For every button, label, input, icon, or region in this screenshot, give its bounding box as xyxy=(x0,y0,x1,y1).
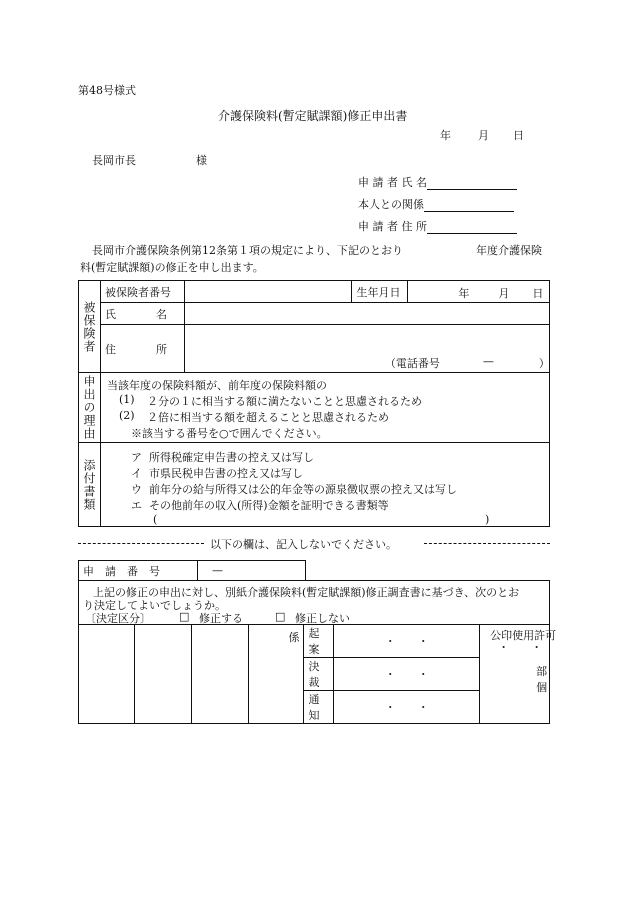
modify-label: 修正する xyxy=(199,612,243,625)
attach-paren-open: ( xyxy=(152,513,158,526)
approval-box-1[interactable] xyxy=(79,625,135,724)
kian-label: 起案 xyxy=(304,625,334,658)
divider-left xyxy=(78,543,204,544)
attach-key-b: イ xyxy=(130,467,142,480)
address-label-b: 所 xyxy=(155,342,167,356)
tsuchi-date[interactable]: ・ ・ xyxy=(334,691,480,724)
insured-address-field[interactable] xyxy=(184,325,549,373)
reason-item1-no[interactable]: (1) xyxy=(118,393,135,406)
decision-category-label: 〔決定区分〕 xyxy=(85,612,151,625)
applicant-relation-label: 本人との関係 xyxy=(358,198,424,211)
decision-table xyxy=(78,580,557,724)
date-day: 日 xyxy=(513,129,524,142)
insured-header: 被保険者 xyxy=(79,281,101,373)
intro-line1a: 長岡市介護保険条例第12条第１項の規定により、下記のとおり xyxy=(92,244,403,257)
intro-line1b: 年度介護保険 xyxy=(476,244,542,257)
attach-text-b: 市県民税申告書の控え又は写し xyxy=(148,467,303,480)
applicant-address-label: 申 請 者 住 所 xyxy=(358,220,427,233)
modify-checkbox[interactable]: □ xyxy=(179,610,190,623)
reason-item2: ２倍に相当する額を超えることと思慮されるため xyxy=(146,411,389,424)
attach-paren-close: ) xyxy=(484,513,490,526)
attach-key-d: エ xyxy=(130,499,142,512)
name-label-b: 名 xyxy=(155,307,167,321)
dob-field[interactable] xyxy=(408,281,550,303)
seal-label: 公印使用許可 xyxy=(490,629,557,642)
applicant-name-row xyxy=(358,174,517,190)
dob-day: 日 xyxy=(532,287,544,300)
no-modify-checkbox[interactable]: □ xyxy=(275,610,286,623)
attach-text-a: 所得税確定申告書の控え又は写し xyxy=(148,451,314,464)
insured-number-field[interactable] xyxy=(184,281,352,303)
applicant-relation-row xyxy=(358,196,514,212)
applicant-name-label: 申 請 者 氏 名 xyxy=(358,176,427,189)
no-modify-label: 修正しない xyxy=(295,612,350,625)
divider-text: 以下の欄は、記入しないでください。 xyxy=(210,538,397,551)
app-number-label: 申 請 番 号 xyxy=(79,561,198,581)
insured-name-label xyxy=(100,303,184,325)
kakari-label: 係 xyxy=(248,625,304,724)
approval-box-3[interactable] xyxy=(191,625,248,724)
phone-dash: — xyxy=(482,355,494,368)
app-number-value: — xyxy=(198,561,306,581)
kessai-label: 決裁 xyxy=(304,658,334,691)
attachments-cell xyxy=(100,443,549,527)
decision-text-cell xyxy=(79,581,550,625)
seal-bu: 部 xyxy=(536,665,548,678)
dob-month: 月 xyxy=(498,287,510,300)
seal-ko: 個 xyxy=(536,681,548,694)
decision-text2: り決定してよいでしょうか。 xyxy=(83,599,226,612)
tsuchi-label: 通知 xyxy=(304,691,334,724)
intro-line2: 料(暫定賦課額)の修正を申し出ます。 xyxy=(80,261,264,274)
applicant-address-row xyxy=(358,218,517,234)
applicant-relation-field[interactable] xyxy=(424,199,514,212)
reason-item1: ２分の１に相当する額に満たないことと思慮されるため xyxy=(146,395,422,408)
reason-cell xyxy=(100,373,549,443)
insured-name-field[interactable] xyxy=(184,303,549,325)
reason-note: ※該当する番号を○で囲んでください。 xyxy=(130,427,328,440)
date-year: 年 xyxy=(440,129,451,142)
kian-date[interactable]: ・ ・ xyxy=(334,625,480,658)
form-number: 第48号様式 xyxy=(78,84,136,97)
page-title: 介護保険料(暫定賦課額)修正申出書 xyxy=(218,109,408,123)
decision-text1: 上記の修正の申出に対し、別紙介護保険料(暫定賦課額)修正調査書に基づき、次のとお xyxy=(93,586,520,599)
phone-label: （電話番号 xyxy=(384,357,440,370)
attachments-header: 添付書類 xyxy=(79,443,101,527)
address-label-a: 住 xyxy=(104,342,116,356)
date-month: 月 xyxy=(478,129,489,142)
seal-cell xyxy=(480,625,557,724)
dob-label: 生年月日 xyxy=(352,281,408,303)
dob-year: 年 xyxy=(458,287,470,300)
applicant-name-field[interactable] xyxy=(427,177,517,190)
reason-item2-no[interactable]: (2) xyxy=(118,409,135,422)
seal-dots: ・ ・ xyxy=(498,641,543,654)
phone-close: ） xyxy=(538,357,550,370)
app-number-table xyxy=(78,560,306,581)
applicant-address-field[interactable] xyxy=(427,221,517,234)
attach-text-c: 前年分の給与所得又は公的年金等の源泉徴収票の控え又は写し xyxy=(148,483,457,496)
attach-text-d: その他前年の収入(所得)金額を証明できる書類等 xyxy=(148,499,389,512)
approval-box-2[interactable] xyxy=(134,625,191,724)
attach-key-a: ア xyxy=(130,451,142,464)
addressee-name: 長岡市長 xyxy=(92,154,136,167)
insured-address-label xyxy=(100,325,184,373)
name-label-a: 氏 xyxy=(104,307,116,321)
kessai-date[interactable]: ・ ・ xyxy=(334,658,480,691)
reason-header: 申出の理由 xyxy=(79,373,101,443)
reason-lead: 当該年度の保険料額が、前年度の保険料額の xyxy=(106,379,327,392)
attach-key-c: ウ xyxy=(130,483,142,496)
insured-number-label: 被保険者番号 xyxy=(100,281,184,303)
addressee-honorific: 様 xyxy=(196,154,207,167)
application-table xyxy=(78,280,550,527)
divider-right xyxy=(424,543,550,544)
